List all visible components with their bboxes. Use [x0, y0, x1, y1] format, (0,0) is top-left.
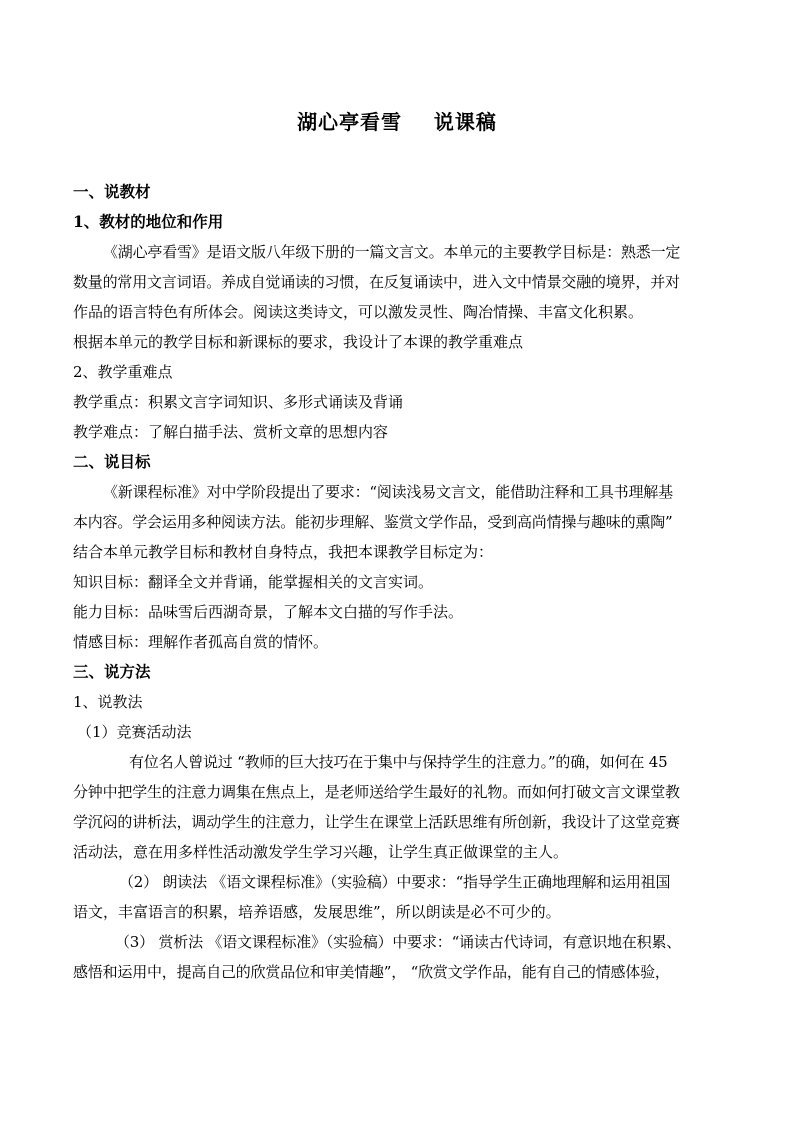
paragraph-line: 作品的语言特色有所体会。阅读这类诗文，可以激发灵性、陶冶情操、丰富文化积累。: [73, 303, 644, 321]
paragraph-line: 数量的常用文言词语。养成自觉诵读的习惯，在反复诵读中，进入文中情景交融的境界，并对: [73, 273, 680, 291]
paragraph-line: 《湖心亭看雪》是语文版八年级下册的一篇文言文。本单元的主要教学目标是：熟悉一定: [103, 243, 681, 261]
paragraph-line: 感悟和运用中，提高自己的欣赏品位和审美情趣”， “欣赏文学作品，能有自己的情感体验，: [73, 963, 670, 981]
section-heading-methods: 三、说方法: [73, 662, 151, 681]
paragraph-line: 语文，丰富语言的积累，培养语感，发展思维”，所以朗读是必不可少的。: [73, 903, 561, 921]
paragraph-line: 情感目标：理解作者孤高自赏的情怀。: [73, 633, 329, 651]
paragraph-line: 知识目标：翻译全文并背诵，能掌握相关的文言实词。: [73, 573, 434, 591]
paragraph-line: 有位名人曾说过 “教师的巨大技巧在于集中与保持学生的注意力。”的确，如何在 45: [129, 753, 668, 771]
paragraph-line: 根据本单元的教学目标和新课标的要求，我设计了本课的教学重难点: [73, 333, 524, 351]
paragraph-line: 教学重点：积累文言字词知识、多形式诵读及背诵: [73, 393, 404, 411]
paragraph-line: （3） 赏析法 《语文课程标准》（实验稿）中要求：“诵读古代诗词，有意识地在积累、: [115, 933, 682, 951]
subheading-position-role: 1、教材的地位和作用: [73, 212, 224, 231]
paragraph-line: 活动法，意在用多样性活动激发学生学习兴趣，让学生真正做课堂的主人。: [73, 843, 569, 861]
paragraph-line: （2） 朗读法 《语文课程标准》（实验稿）中要求：“指导学生正确地理解和运用祖国: [119, 873, 671, 891]
paragraph-line: 分钟中把学生的注意力调集在焦点上，是老师送给学生最好的礼物。而如何打破文言文课堂教: [73, 783, 680, 801]
subheading-teaching-method: 1、说教法: [73, 693, 143, 711]
paragraph-line: 本内容。学会运用多种阅读方法。能初步理解、鉴赏文学作品，受到高尚情操与趣味的熏陶”: [73, 513, 673, 531]
subheading-competition-method: （1）竞赛活动法: [77, 723, 192, 741]
paragraph-line: 《新课程标准》对中学阶段提出了要求：“阅读浅易文言文，能借助注释和工具书理解基: [103, 483, 673, 501]
subheading-key-points: 2、教学重难点: [73, 363, 173, 381]
document-body: [73, 177, 723, 987]
page-title: 湖心亭看雪 说课稿: [297, 110, 497, 134]
paragraph-line: 教学难点：了解白描手法、赏析文章的思想内容: [73, 423, 389, 441]
paragraph-line: 学沉闷的讲析法，调动学生的注意力，让学生在课堂上活跃思维有所创新，我设计了这堂竞赛: [73, 813, 680, 831]
paragraph-line: 能力目标：品味雪后西湖奇景，了解本文白描的写作手法。: [73, 603, 464, 621]
section-heading-textbook: 一、说教材: [73, 182, 151, 201]
section-heading-goals: 二、说目标: [73, 452, 151, 471]
paragraph-line: 结合本单元教学目标和教材自身特点，我把本课教学目标定为：: [73, 543, 494, 561]
